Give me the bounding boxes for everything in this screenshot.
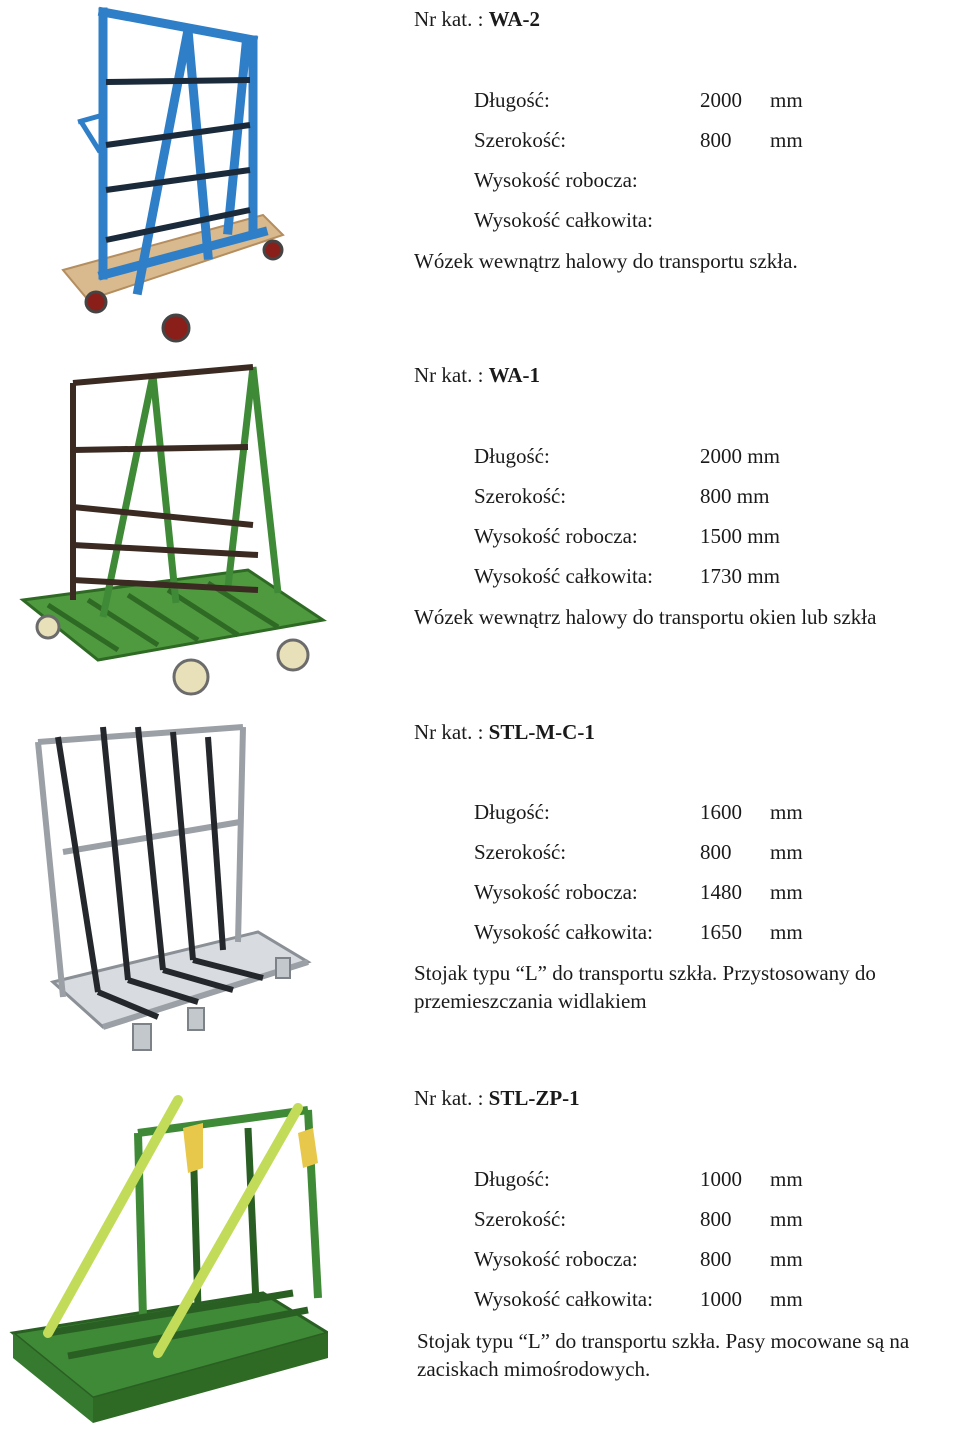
spec-value: 1650: [700, 920, 742, 944]
spec-label: Wysokość robocza:: [474, 880, 638, 904]
spec-value: 1000: [700, 1287, 742, 1311]
catalog-prefix: Nr kat. :: [414, 363, 489, 387]
spec-label: Długość:: [474, 800, 550, 824]
product-description: Wózek wewnątrz halowy do transportu okien lub szkła: [414, 605, 877, 629]
spec-value: 1600: [700, 800, 742, 824]
product-photo-blue-a-frame-cart: [8, 0, 328, 355]
spec-label: Szerokość:: [474, 840, 567, 864]
spec-value: 800: [700, 1247, 732, 1271]
product-wa-2: [0, 0, 960, 355]
spec-unit: mm: [770, 88, 803, 112]
catalog-prefix: Nr kat. :: [414, 1086, 489, 1110]
spec-label: Długość:: [474, 1167, 550, 1191]
spec-value: 1000: [700, 1167, 742, 1191]
spec-label: Szerokość:: [474, 1207, 567, 1231]
catalog-number: [414, 362, 540, 388]
spec-unit: mm: [770, 1167, 803, 1191]
spec-label: Wysokość robocza:: [474, 1247, 638, 1271]
spec-value: 1730 mm: [700, 564, 780, 588]
spec-unit: mm: [770, 1247, 803, 1271]
spec-value: 2000: [700, 88, 742, 112]
spec-label: Długość:: [474, 444, 550, 468]
catalog-code: WA-2: [488, 7, 540, 31]
spec-unit: mm: [770, 128, 803, 152]
product-photo-galvanized-l-rack: [8, 712, 328, 1078]
spec-label: Wysokość całkowita:: [474, 920, 653, 944]
spec-label: Długość:: [474, 88, 550, 112]
catalog-number: [414, 719, 595, 745]
catalog-number: [414, 6, 540, 32]
catalog-number: [414, 1085, 580, 1111]
spec-value: 1500 mm: [700, 524, 780, 548]
spec-unit: mm: [770, 920, 803, 944]
spec-label: Szerokość:: [474, 128, 567, 152]
product-description: Stojak typu “L” do transportu szkła. Przystosowany do przemieszczania widlakiem: [414, 961, 876, 1013]
catalog-prefix: Nr kat. :: [414, 7, 489, 31]
product-description: Stojak typu “L” do transportu szkła. Pasy mocowane są na zaciskach mimośrodowych.: [417, 1329, 910, 1381]
spec-value: 800 mm: [700, 484, 770, 508]
spec-value: 1480: [700, 880, 742, 904]
catalog-code: WA-1: [488, 363, 540, 387]
catalog-code: STL-M-C-1: [488, 720, 595, 744]
product-wa-1: [0, 355, 960, 712]
spec-value: 800: [700, 128, 732, 152]
spec-unit: mm: [770, 880, 803, 904]
spec-label: Wysokość robocza:: [474, 524, 638, 548]
product-description: Wózek wewnątrz halowy do transportu szkła.: [414, 249, 798, 273]
spec-label: Wysokość całkowita:: [474, 1287, 653, 1311]
product-photo-green-l-rack-straps: [8, 1078, 328, 1431]
catalog-prefix: Nr kat. :: [414, 720, 489, 744]
product-stl-m-c-1: [0, 712, 960, 1078]
catalog-code: STL-ZP-1: [488, 1086, 580, 1110]
spec-value: 800: [700, 840, 732, 864]
spec-unit: mm: [770, 1207, 803, 1231]
spec-label: Szerokość:: [474, 484, 567, 508]
product-photo-green-a-frame-cart: [8, 355, 328, 710]
spec-value: 2000 mm: [700, 444, 780, 468]
spec-label: Wysokość całkowita:: [474, 564, 653, 588]
spec-unit: mm: [770, 1287, 803, 1311]
spec-label: Wysokość robocza:: [474, 168, 638, 192]
spec-unit: mm: [770, 840, 803, 864]
spec-unit: mm: [770, 800, 803, 824]
spec-label: Wysokość całkowita:: [474, 208, 653, 232]
product-stl-zp-1: [0, 1078, 960, 1431]
spec-value: 800: [700, 1207, 732, 1231]
